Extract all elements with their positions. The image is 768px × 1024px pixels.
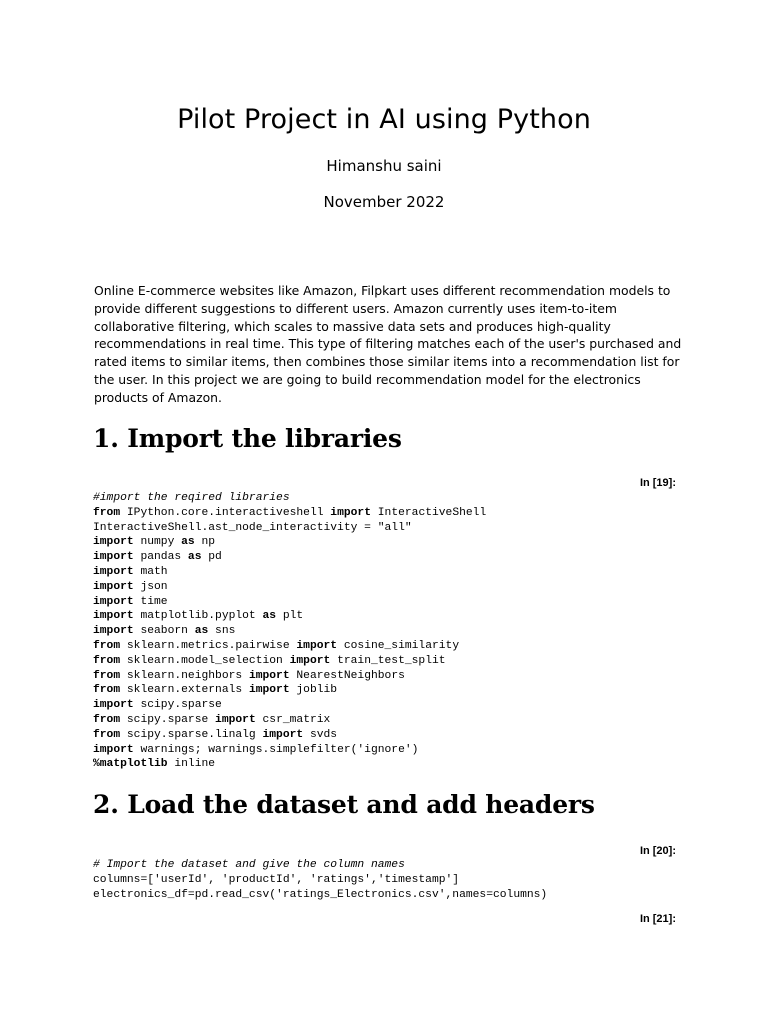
code-text: warnings; warnings.simplefilter('ignore'): [133, 743, 419, 756]
code-keyword: from: [93, 728, 121, 741]
code-text: math: [133, 565, 168, 578]
code-line: [93, 491, 486, 506]
section-heading-load: 2. Load the dataset and add headers: [93, 790, 595, 819]
code-line: [93, 639, 486, 654]
code-keyword: from: [93, 669, 121, 682]
code-keyword: as: [181, 536, 195, 549]
code-line: [93, 609, 486, 624]
code-keyword: from: [93, 713, 121, 726]
code-keyword: from: [93, 506, 121, 519]
code-keyword: from: [93, 684, 121, 697]
code-line: [93, 698, 486, 713]
code-text: sns: [208, 625, 236, 638]
code-text: scipy.sparse: [120, 713, 216, 726]
code-line: [93, 535, 486, 550]
code-text: InteractiveShell: [370, 506, 487, 519]
cell-label-21: In [21]:: [639, 913, 676, 925]
code-keyword: import: [248, 684, 290, 697]
code-keyword: as: [262, 610, 277, 623]
document-author: Himanshu saini: [326, 157, 442, 175]
code-cell-load: [93, 858, 547, 902]
code-keyword: import: [289, 654, 331, 667]
code-text: sklearn.metrics.pairwise: [120, 639, 297, 652]
code-line: [93, 858, 547, 873]
code-keyword: import: [296, 639, 338, 652]
code-text: inline: [167, 758, 216, 771]
code-line: [93, 683, 486, 698]
code-text: NearestNeighbors: [289, 669, 405, 682]
code-line: [93, 669, 486, 684]
code-keyword: %matplotlib: [93, 758, 168, 771]
code-line: [93, 873, 547, 888]
code-cell-import: [93, 491, 486, 772]
code-text: json: [133, 580, 168, 593]
code-keyword: import: [248, 669, 290, 682]
code-line: [93, 888, 547, 903]
code-keyword: as: [194, 625, 209, 638]
code-line: [93, 624, 486, 639]
code-keyword: from: [93, 654, 121, 667]
code-keyword: import: [93, 580, 134, 593]
code-keyword: import: [93, 595, 134, 608]
code-keyword: import: [93, 565, 134, 578]
code-keyword: import: [93, 610, 134, 623]
code-keyword: import: [93, 625, 134, 638]
code-line: [93, 595, 486, 610]
code-keyword: import: [330, 506, 371, 519]
code-text: np: [194, 536, 216, 549]
intro-paragraph: Online E-commerce websites like Amazon, Filpkart uses different recommendation models to provide different suggestions to different users. Amazon currently uses item-to-item collaborative filtering, which scales to massive data sets and produces high-quality recommendations in real time. This type of filtering matches each of the user's purchased and rated items to similar items, then combines those similar items into a recommendation list for the user. In this project we are going to build recommendation model for the electronics products of Amazon.: [94, 283, 682, 405]
code-text: time: [133, 595, 168, 608]
code-text: scipy.sparse.linalg: [120, 728, 263, 741]
code-line: [93, 565, 486, 580]
code-line: [93, 654, 486, 669]
code-text: pandas: [133, 551, 188, 564]
code-line: [93, 580, 486, 595]
code-keyword: as: [187, 551, 202, 564]
code-text: sklearn.model_selection: [120, 654, 290, 667]
code-keyword: from: [93, 639, 121, 652]
code-line: [93, 713, 486, 728]
code-text: sklearn.externals: [120, 684, 249, 697]
code-line: [93, 550, 486, 565]
code-line: [93, 743, 486, 758]
code-text: columns=['userId', 'productId', 'ratings','timestamp']: [93, 873, 460, 886]
code-text: pd: [201, 551, 222, 564]
code-line: [93, 757, 486, 772]
code-comment: #import the reqired libraries: [93, 492, 290, 504]
cell-label-19: In [19]:: [639, 477, 676, 489]
code-text: IPython.core.interactiveshell: [120, 506, 331, 519]
code-text: scipy.sparse: [133, 699, 222, 712]
code-line: [93, 728, 486, 743]
code-keyword: import: [93, 699, 134, 712]
code-keyword: import: [215, 713, 256, 726]
code-comment: # Import the dataset and give the column names: [93, 859, 405, 871]
code-text: svds: [303, 728, 338, 741]
code-text: plt: [276, 610, 304, 623]
code-text: train_test_split: [330, 654, 446, 667]
code-keyword: import: [93, 536, 134, 549]
code-line: [93, 521, 486, 536]
document-title: Pilot Project in AI using Python: [177, 104, 591, 135]
code-line: [93, 506, 486, 521]
code-text: matplotlib.pyplot: [133, 610, 263, 623]
code-text: cosine_similarity: [337, 639, 460, 652]
code-text: InteractiveShell.ast_node_interactivity = "all": [93, 521, 412, 534]
code-text: joblib: [289, 684, 338, 697]
code-text: csr_matrix: [255, 713, 331, 726]
code-text: seaborn: [133, 625, 195, 638]
cell-label-20: In [20]:: [639, 845, 676, 857]
code-text: numpy: [133, 536, 182, 549]
code-keyword: import: [262, 728, 304, 741]
section-heading-import: 1. Import the libraries: [93, 424, 402, 453]
document-date: November 2022: [323, 193, 445, 211]
code-keyword: import: [93, 743, 134, 756]
code-keyword: import: [93, 551, 134, 564]
code-text: sklearn.neighbors: [120, 669, 249, 682]
code-text: electronics_df=pd.read_csv('ratings_Electronics.csv',names=columns): [93, 888, 548, 901]
